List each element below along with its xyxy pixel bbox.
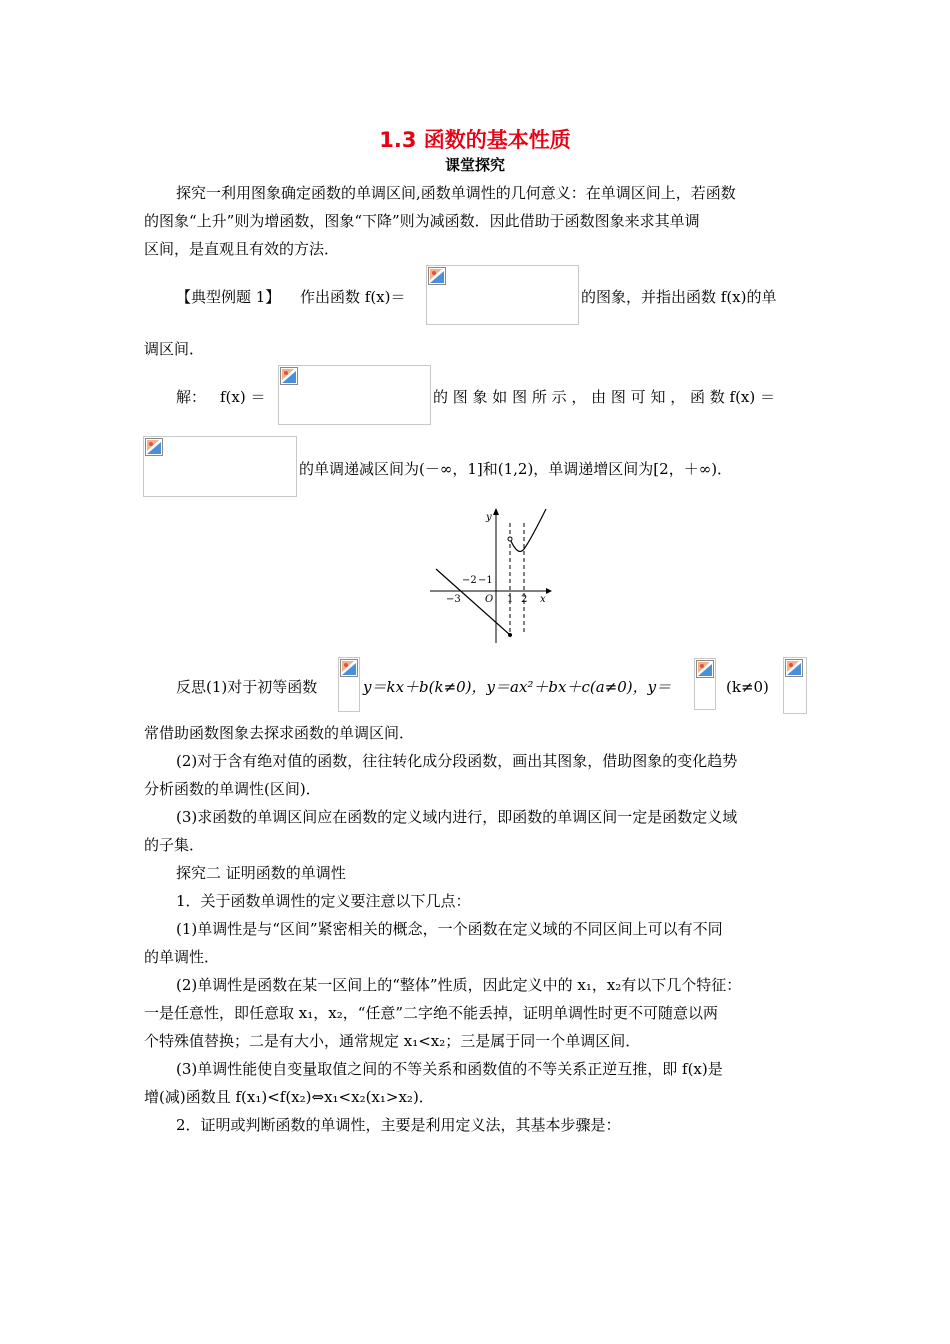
reflection-text: 分析函数的单调性(区间)．	[144, 780, 321, 798]
origin-label: O	[485, 594, 494, 605]
formula-image-placeholder	[278, 365, 431, 425]
list-item: 2．证明或判断函数的单调性，主要是利用定义法，其基本步骤是：	[176, 1116, 621, 1134]
open-endpoint	[508, 537, 512, 541]
reflection-formulas: y＝kx＋b(k≠0)，y＝ax²＋bx＋c(a≠0)，y＝	[363, 678, 672, 696]
y-axis-arrow	[493, 508, 499, 515]
page-subtitle: 课堂探究	[444, 156, 505, 174]
paragraph-line: (2)单调性是函数在某一区间上的“整体”性质，因此定义中的 x₁，x₂有以下几个特征：	[176, 976, 742, 994]
broken-image-icon	[280, 367, 298, 385]
example-text: 作出函数 f(x)＝	[300, 288, 406, 306]
y-axis-label: y	[486, 512, 492, 523]
solution-text: 的单调递减区间为(－∞，1]和(1,2)，单调递增区间为[2，＋∞)．	[299, 460, 733, 478]
section-heading: 探究二 证明函数的单调性	[176, 864, 346, 882]
reflection-text: (3)求函数的单调区间应在函数的定义域内进行，即函数的单调区间一定是函数定义域	[176, 808, 738, 826]
solution-text: f(x) ＝	[220, 388, 266, 406]
paragraph-line: 个特殊值替换；二是有大小，通常规定 x₁<x₂；三是属于同一个单调区间．	[144, 1032, 641, 1050]
formula-image-placeholder	[338, 657, 360, 712]
formula-image-placeholder	[143, 436, 297, 497]
tick-label: 1	[507, 594, 514, 605]
example-label: 【典型例题 1】	[176, 288, 281, 306]
tick-label: −2	[462, 575, 477, 586]
formula-image-placeholder	[426, 265, 579, 325]
broken-image-icon	[785, 659, 803, 677]
curve-branch	[510, 509, 546, 551]
solution-label: 解：	[176, 388, 207, 406]
tick-label: 2	[521, 594, 528, 605]
tick-label: −3	[446, 594, 461, 605]
paragraph-line: (3)单调性能使自变量取值之间的不等关系和函数值的不等关系正逆互推，即 f(x)是	[176, 1060, 723, 1078]
formula-image-placeholder	[783, 657, 807, 714]
page-title: 1.3 函数的基本性质	[379, 128, 571, 152]
x-axis-arrow	[546, 588, 552, 594]
tick-label: −1	[478, 575, 493, 586]
paragraph-line: 区间，是直观且有效的方法．	[144, 240, 340, 258]
paragraph-line: 增(减)函数且 f(x₁)<f(x₂)⇔x₁<x₂(x₁>x₂)．	[144, 1088, 434, 1106]
reflection-text: 常借助函数图象去探求函数的单调区间．	[144, 724, 415, 742]
list-item: 1．关于函数单调性的定义要注意以下几点：	[176, 892, 471, 910]
x-axis-label: x	[540, 594, 546, 605]
paragraph-line: 一是任意性，即任意取 x₁，x₂，“任意”二字绝不能丢掉，证明单调性时更不可随意以两	[144, 1004, 719, 1022]
reflection-condition: (k≠0)	[726, 678, 769, 696]
broken-image-icon	[428, 267, 446, 285]
example-text: 的图象，并指出函数 f(x)的单	[581, 288, 777, 306]
broken-image-icon	[696, 660, 714, 678]
formula-image-placeholder	[694, 658, 716, 710]
broken-image-icon	[340, 659, 358, 677]
reflection-text: 的子集．	[144, 836, 205, 854]
closed-endpoint	[508, 633, 512, 637]
broken-image-icon	[145, 438, 163, 456]
paragraph-line: 探究一利用图象确定函数的单调区间,函数单调性的几何意义：在单调区间上，若函数	[176, 184, 736, 202]
reflection-text: 反思(1)对于初等函数	[176, 678, 318, 696]
paragraph-line: 的单调性．	[144, 948, 220, 966]
paragraph-line: (1)单调性是与“区间”紧密相关的概念，一个函数在定义域的不同区间上可以有不同	[176, 920, 723, 938]
function-graph	[428, 505, 554, 645]
paragraph-line: 的图象“上升”则为增函数，图象“下降”则为减函数．因此借助于函数图象来求其单调	[144, 212, 700, 230]
reflection-text: (2)对于含有绝对值的函数，往往转化成分段函数，画出其图象，借助图象的变化趋势	[176, 752, 738, 770]
example-text: 调区间．	[144, 340, 205, 358]
solution-text: 的 图 象 如 图 所 示 ， 由 图 可 知 ， 函 数 f(x) ＝	[433, 388, 776, 406]
